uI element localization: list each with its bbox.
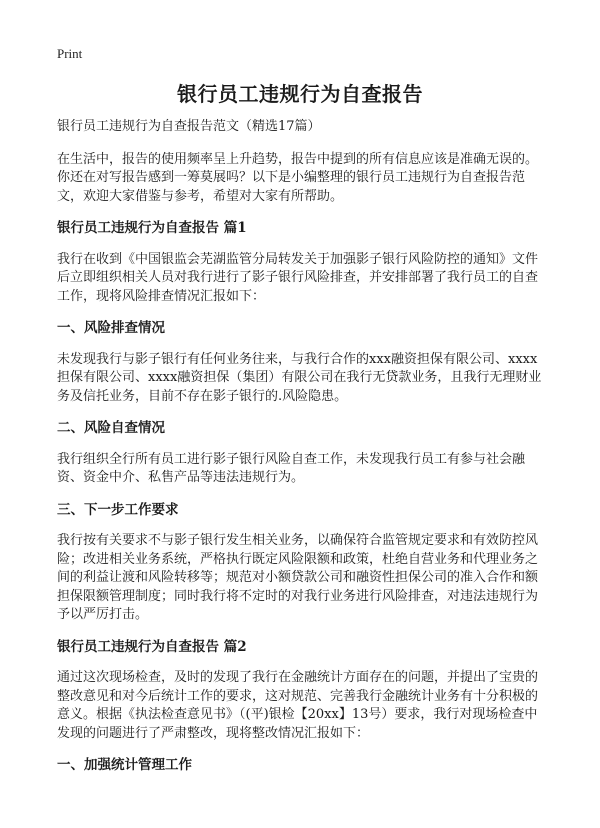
section-heading: 银行员工违规行为自查报告 篇1	[57, 220, 247, 236]
print-link[interactable]: Print	[57, 46, 83, 61]
section-heading: 二、风险自查情况	[57, 420, 165, 436]
section-paragraph: 我行按有关要求不与影子银行发生相关业务，以确保符合监管规定要求和有效防控风险；改进相关业务系统，严格执行既定风险限额和政策，杜绝自营业务和代理业务之间的利益让渡和风险转移等；规范对小额贷款公司和融资性担保公司的准入合作和额担保限额管理制度；同时我行将不定时的对我行业务进行风险排查，对违法违规行为予以严厉打击。	[57, 533, 539, 622]
document-body	[57, 118, 550, 788]
section-heading: 银行员工违规行为自查报告 篇2	[57, 638, 247, 655]
section-paragraph: 未发现我行与影子银行有任何业务往来，与我行合作的xxx融资担保有限公司、xxxx担保有限公司、xxxx融资担保（集团）有限公司在我行无贷款业务，且我行无理财业务及信托业务，目前不存在影子银行的.风险隐患。	[57, 351, 542, 404]
section-paragraph: 我行在收到《中国银监会芜湖监管分局转发关于加强影子银行风险防控的通知》文件后立即组织相关人员对我行进行了影子银行风险排查，并安排部署了我行员工的自查工作，现将风险排查情况汇报如下：	[57, 251, 539, 304]
section-heading: 三、下一步工作要求	[57, 501, 179, 518]
intro-paragraph: 在生活中，报告的使用频率呈上升趋势，报告中提到的所有信息应该是准确无误的。你还在对写报告感到一筹莫展吗？以下是小编整理的银行员工违规行为自查报告范文，欢迎大家借鉴与参考，希望对大家有所帮助。	[57, 151, 539, 204]
section-paragraph: 我行组织全行所有员工进行影子银行风险自查工作，未发现我行员工有参与社会融资、资金中介、私售产品等违法违规行为。	[57, 451, 526, 485]
document-title: 银行员工违规行为自查报告	[177, 82, 423, 106]
document-subtitle: 银行员工违规行为自查报告范文（精选17篇）	[57, 119, 321, 134]
section-heading: 一、加强统计管理工作	[57, 757, 192, 773]
section-paragraph: 通过这次现场检查，及时的发现了我行在金融统计方面存在的问题，并提出了宝贵的整改意见和对今后统计工作的要求，这对规范、完善我行金融统计业务有十分积极的意义。根据《执法检查意见书》（(平)银检【20xx】13号）要求，我行对现场检查中发现的问题进行了严肃整改，现将整改情况汇报如下：	[57, 670, 539, 741]
section-heading: 一、风险排查情况	[57, 320, 165, 336]
